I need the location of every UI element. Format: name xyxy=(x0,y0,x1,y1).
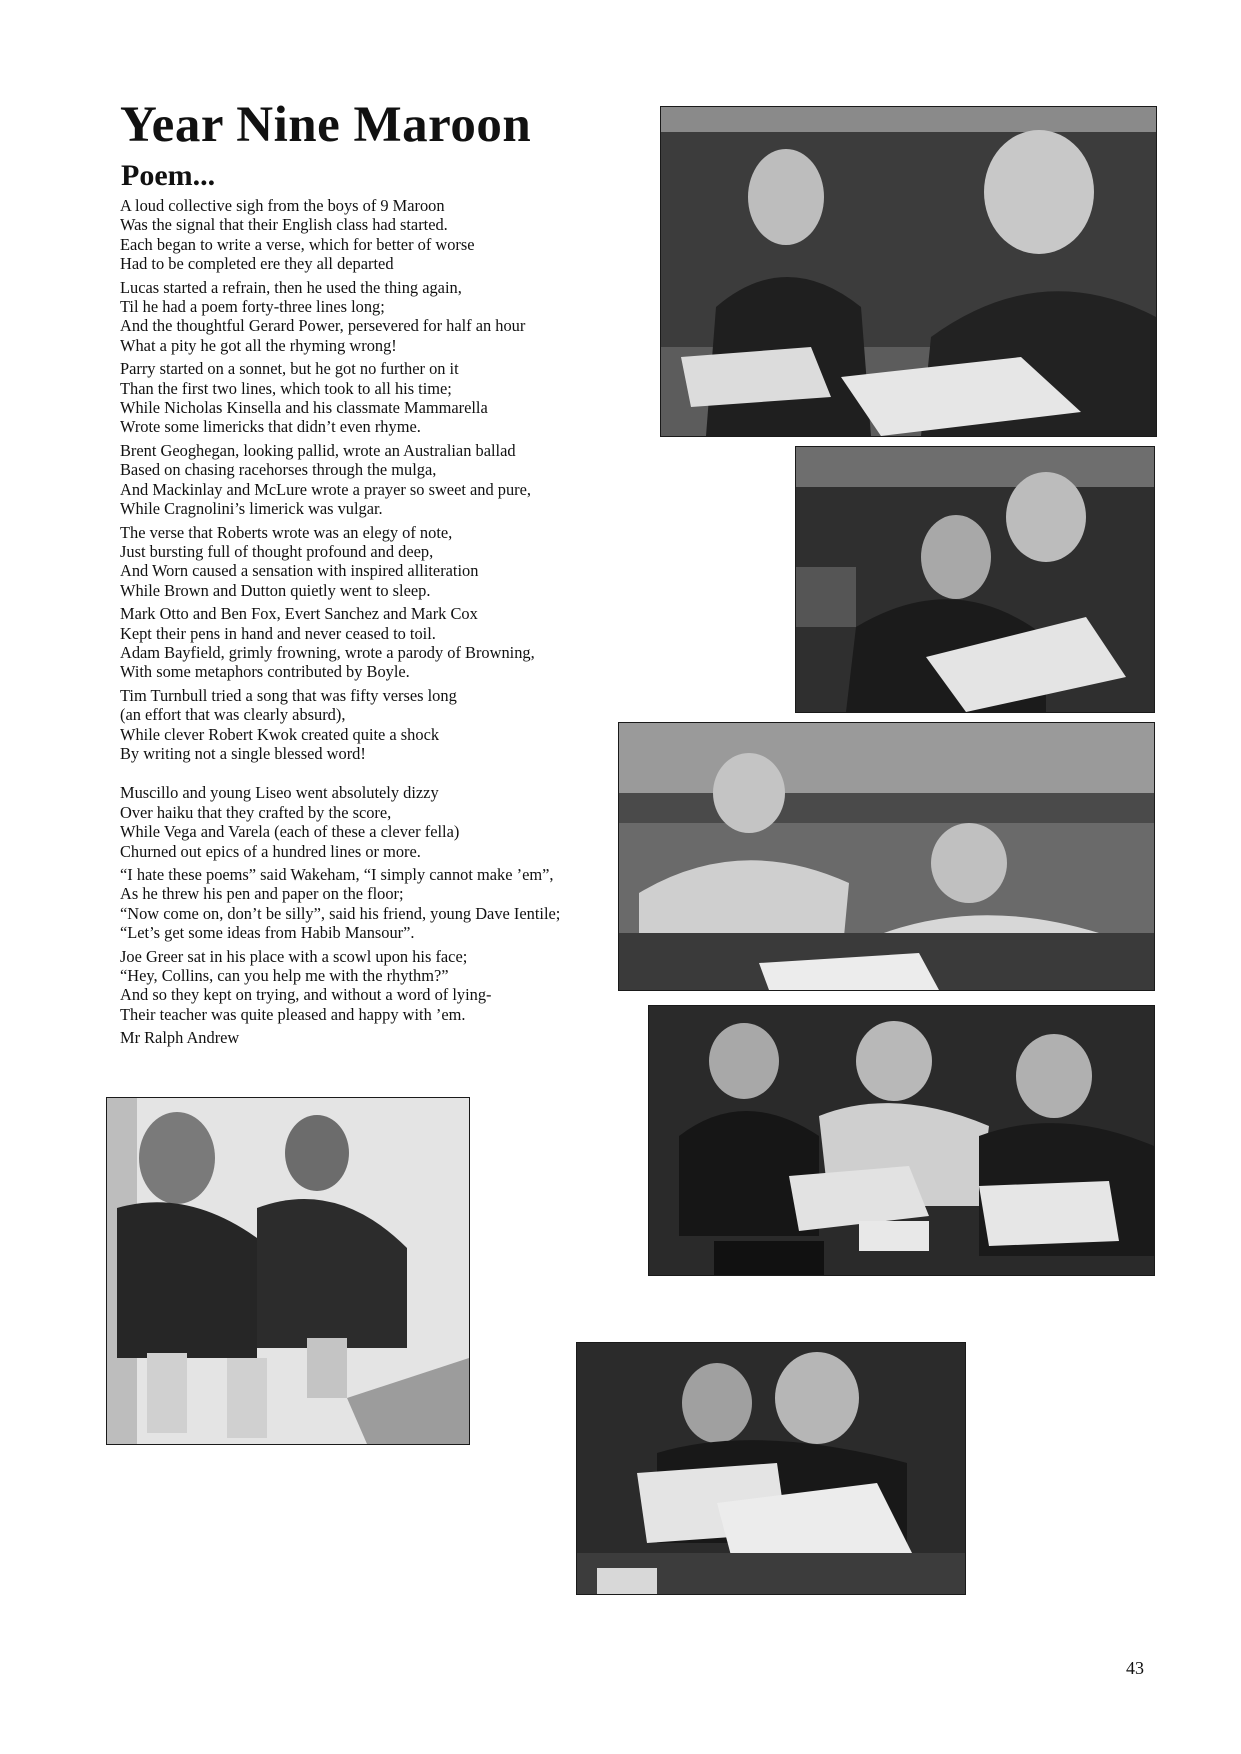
photo-two-boys-writing xyxy=(660,106,1157,437)
poem-line: Mark Otto and Ben Fox, Evert Sanchez and Mark Cox xyxy=(120,604,478,624)
poem-line: Was the signal that their English class had started. xyxy=(120,215,448,235)
poem-line: Based on chasing racehorses through the mulga, xyxy=(120,460,437,480)
poem-line: What a pity he got all the rhyming wrong! xyxy=(120,335,397,355)
poem-body xyxy=(120,196,620,1048)
poem-line: Adam Bayfield, grimly frowning, wrote a parody of Browning, xyxy=(120,642,535,662)
poem-line: While Vega and Varela (each of these a clever fella) xyxy=(120,822,460,842)
poem-line: With some metaphors contributed by Boyle. xyxy=(120,662,410,682)
poem-line: And the thoughtful Gerard Power, persevered for half an hour xyxy=(120,316,526,336)
poem-line: And Worn caused a sensation with inspired alliteration xyxy=(120,561,479,581)
photo-classroom-boys-leaning xyxy=(618,722,1155,991)
page-title: Year Nine Maroon xyxy=(120,97,532,153)
photo-two-boys-seated-in-corner xyxy=(106,1097,470,1445)
poem-line: While Brown and Dutton quietly went to sleep. xyxy=(120,580,431,600)
poem-line: Over haiku that they crafted by the score, xyxy=(120,802,392,822)
poem-line: A loud collective sigh from the boys of 9 Maroon xyxy=(120,196,445,215)
poem-stanza xyxy=(120,359,620,437)
poem-line: Each began to write a verse, which for better of worse xyxy=(120,234,475,254)
poem-stanza xyxy=(120,196,620,274)
poem-line: Their teacher was quite pleased and happy with ’em. xyxy=(120,1004,466,1024)
page-number: 43 xyxy=(1126,1658,1144,1678)
poem-line: Joe Greer sat in his place with a scowl upon his face; xyxy=(120,946,468,966)
photo-three-boys-writing xyxy=(648,1005,1155,1276)
poem-stanza xyxy=(120,604,620,682)
poem-line: “Now come on, don’t be silly”, said his friend, young Dave Ientile; xyxy=(120,903,561,923)
poem-line: While Cragnolini’s limerick was vulgar. xyxy=(120,499,383,519)
poem-stanza xyxy=(120,278,620,356)
poem-line: “Let’s get some ideas from Habib Mansour”. xyxy=(120,923,415,943)
poem-line: While Nicholas Kinsella and his classmate Mammarella xyxy=(120,398,488,418)
poem-line: Just bursting full of thought profound and deep, xyxy=(120,541,434,561)
poem-line: Brent Geoghegan, looking pallid, wrote an Australian ballad xyxy=(120,440,516,460)
poem-author: Mr Ralph Andrew xyxy=(120,1028,240,1048)
poem-stanza xyxy=(120,947,620,1025)
poem-heading: Poem... xyxy=(121,159,216,192)
poem-line: “I hate these poems” said Wakeham, “I simply cannot make ’em”, xyxy=(120,865,554,884)
poem-line: (an effort that was clearly absurd), xyxy=(120,705,346,725)
poem-stanza xyxy=(120,865,620,943)
poem-line: While clever Robert Kwok created quite a shock xyxy=(120,724,440,744)
poem-line: Tim Turnbull tried a song that was fifty verses long xyxy=(120,685,457,705)
poem-line: Wrote some limericks that didn’t even rhyme. xyxy=(120,417,421,437)
poem-line: And so they kept on trying, and without a word of lying- xyxy=(120,985,492,1005)
photo-two-boys-reading-notebook xyxy=(576,1342,966,1595)
poem-line: The verse that Roberts wrote was an elegy of note, xyxy=(120,522,453,542)
poem-line: Parry started on a sonnet, but he got no further on it xyxy=(120,359,459,379)
poem-line: Churned out epics of a hundred lines or more. xyxy=(120,841,421,861)
poem-line: Had to be completed ere they all departed xyxy=(120,254,394,274)
poem-line: Muscillo and young Liseo went absolutely dizzy xyxy=(120,783,439,803)
poem-line: As he threw his pen and paper on the floor; xyxy=(120,884,404,904)
poem-line: Til he had a poem forty-three lines long; xyxy=(120,297,385,317)
poem-line: And Mackinlay and McLure wrote a prayer so sweet and pure, xyxy=(120,479,531,499)
poem-stanza xyxy=(120,783,620,861)
poem-stanza xyxy=(120,523,620,601)
photo-boys-at-desk-with-glasses xyxy=(795,446,1155,713)
poem-stanza xyxy=(120,441,620,519)
poem-line: Lucas started a refrain, then he used the thing again, xyxy=(120,277,462,297)
poem-line: Kept their pens in hand and never ceased to toil. xyxy=(120,623,436,643)
poem-stanza xyxy=(120,686,620,764)
poem-line: By writing not a single blessed word! xyxy=(120,743,366,763)
poem-line: Than the first two lines, which took to all his time; xyxy=(120,378,452,398)
poem-line: “Hey, Collins, can you help me with the rhythm?” xyxy=(120,966,449,986)
